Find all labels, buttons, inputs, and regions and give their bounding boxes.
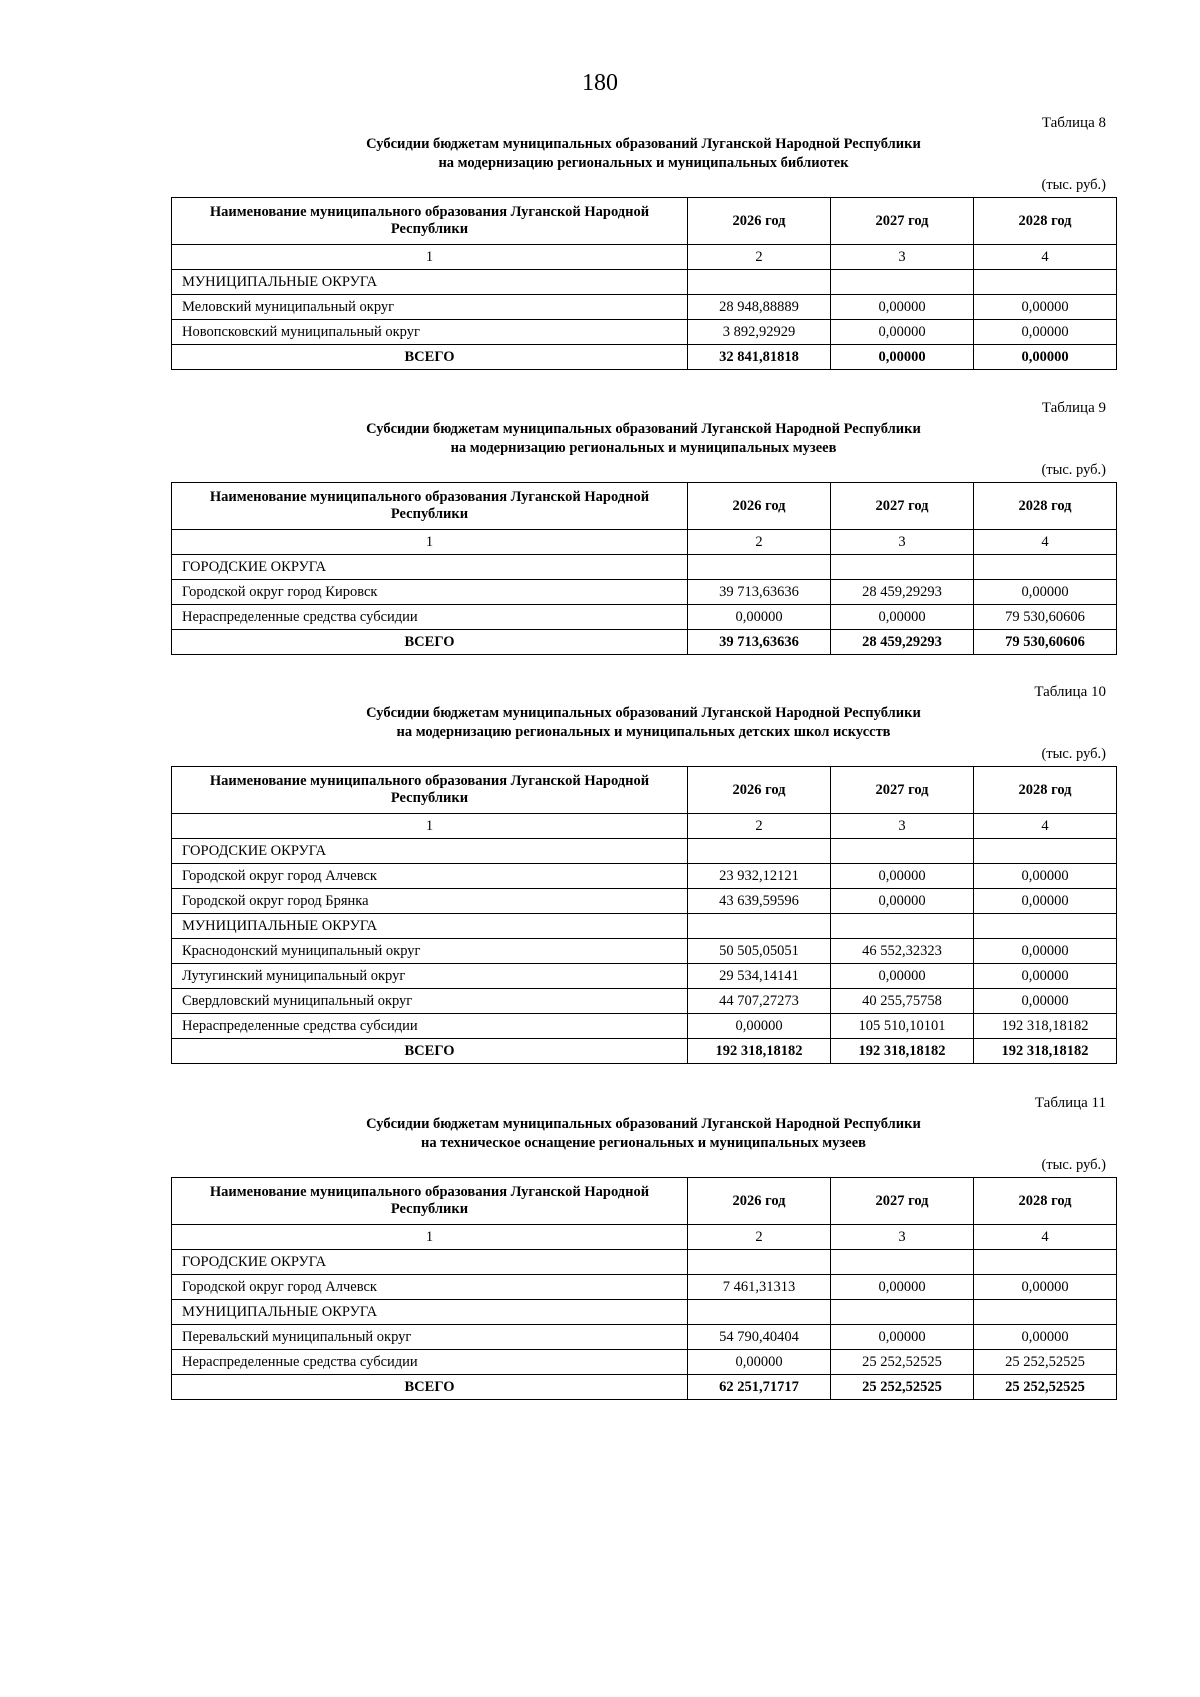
municipality-name-cell: Свердловский муниципальный округ bbox=[172, 989, 688, 1014]
table-block bbox=[171, 397, 1116, 655]
amount-cell: 29 534,14141 bbox=[688, 964, 831, 989]
municipality-name-cell: Городской округ город Алчевск bbox=[172, 864, 688, 889]
empty-cell bbox=[688, 839, 831, 864]
table-title-line: Субсидии бюджетам муниципальных образований Луганской Народной Республики bbox=[366, 136, 921, 152]
total-label-cell: ВСЕГО bbox=[172, 1375, 688, 1400]
amount-cell: 28 948,88889 bbox=[688, 295, 831, 320]
table-title-line: на модернизацию региональных и муниципальных библиотек bbox=[438, 155, 849, 171]
header-year-cell: 2026 год bbox=[688, 198, 831, 245]
column-index-cell: 1 bbox=[172, 530, 688, 555]
header-year-cell: 2028 год bbox=[974, 483, 1117, 530]
empty-cell bbox=[688, 1250, 831, 1275]
empty-cell bbox=[688, 914, 831, 939]
amount-cell: 23 932,12121 bbox=[688, 864, 831, 889]
column-index-cell: 4 bbox=[974, 530, 1117, 555]
empty-cell bbox=[831, 839, 974, 864]
section-row bbox=[172, 1300, 1117, 1325]
municipality-name-cell: Меловский муниципальный округ bbox=[172, 295, 688, 320]
unit-label: (тыс. руб.) bbox=[1041, 746, 1106, 762]
amount-cell: 39 713,63636 bbox=[688, 580, 831, 605]
amount-cell: 28 459,29293 bbox=[831, 580, 974, 605]
table-title-line: на модернизацию региональных и муниципальных детских школ искусств bbox=[396, 724, 891, 740]
section-name-cell: МУНИЦИПАЛЬНЫЕ ОКРУГА bbox=[172, 1300, 688, 1325]
table-title bbox=[171, 420, 1116, 458]
table-title-line: Субсидии бюджетам муниципальных образований Луганской Народной Республики bbox=[366, 421, 921, 437]
total-label-cell: ВСЕГО bbox=[172, 345, 688, 370]
table-title-line: Субсидии бюджетам муниципальных образований Луганской Народной Республики bbox=[366, 1116, 921, 1132]
subsidy-table bbox=[171, 1177, 1117, 1400]
amount-cell: 0,00000 bbox=[974, 1325, 1117, 1350]
empty-cell bbox=[974, 1250, 1117, 1275]
empty-cell bbox=[688, 555, 831, 580]
amount-cell: 0,00000 bbox=[974, 295, 1117, 320]
section-row bbox=[172, 555, 1117, 580]
table-number: Таблица 10 bbox=[1034, 684, 1106, 700]
table-number: Таблица 11 bbox=[1034, 1095, 1106, 1111]
column-index-row bbox=[172, 245, 1117, 270]
amount-cell: 0,00000 bbox=[974, 964, 1117, 989]
amount-cell: 105 510,10101 bbox=[831, 1014, 974, 1039]
table-block bbox=[171, 112, 1116, 370]
total-label-cell: ВСЕГО bbox=[172, 1039, 688, 1064]
empty-cell bbox=[974, 555, 1117, 580]
empty-cell bbox=[688, 270, 831, 295]
table-row bbox=[172, 1325, 1117, 1350]
amount-cell: 0,00000 bbox=[831, 345, 974, 370]
amount-cell: 25 252,52525 bbox=[974, 1350, 1117, 1375]
unit-label: (тыс. руб.) bbox=[1041, 462, 1106, 478]
amount-cell: 192 318,18182 bbox=[974, 1039, 1117, 1064]
table-title bbox=[171, 1115, 1116, 1153]
amount-cell: 0,00000 bbox=[688, 1014, 831, 1039]
municipality-name-cell: Городской округ город Алчевск bbox=[172, 1275, 688, 1300]
header-year-cell: 2027 год bbox=[831, 767, 974, 814]
page-number: 180 bbox=[582, 70, 618, 96]
amount-cell: 25 252,52525 bbox=[974, 1375, 1117, 1400]
section-name-cell: ГОРОДСКИЕ ОКРУГА bbox=[172, 1250, 688, 1275]
amount-cell: 0,00000 bbox=[831, 295, 974, 320]
column-index-cell: 4 bbox=[974, 1225, 1117, 1250]
column-index-cell: 2 bbox=[688, 1225, 831, 1250]
amount-cell: 50 505,05051 bbox=[688, 939, 831, 964]
header-row bbox=[172, 767, 1117, 814]
section-row bbox=[172, 1250, 1117, 1275]
amount-cell: 192 318,18182 bbox=[974, 1014, 1117, 1039]
subsidy-table bbox=[171, 766, 1117, 1064]
amount-cell: 28 459,29293 bbox=[831, 630, 974, 655]
total-row bbox=[172, 345, 1117, 370]
municipality-name-cell: Перевальский муниципальный округ bbox=[172, 1325, 688, 1350]
column-index-cell: 4 bbox=[974, 245, 1117, 270]
header-year-cell: 2028 год bbox=[974, 1178, 1117, 1225]
amount-cell: 0,00000 bbox=[831, 864, 974, 889]
table-row bbox=[172, 1014, 1117, 1039]
header-row bbox=[172, 1178, 1117, 1225]
table-row bbox=[172, 964, 1117, 989]
table-number: Таблица 9 bbox=[1041, 400, 1106, 416]
header-row bbox=[172, 198, 1117, 245]
empty-cell bbox=[974, 914, 1117, 939]
column-index-cell: 1 bbox=[172, 1225, 688, 1250]
header-year-cell: 2027 год bbox=[831, 1178, 974, 1225]
amount-cell: 0,00000 bbox=[831, 1275, 974, 1300]
amount-cell: 43 639,59596 bbox=[688, 889, 831, 914]
header-year-cell: 2028 год bbox=[974, 198, 1117, 245]
amount-cell: 0,00000 bbox=[831, 889, 974, 914]
table-row bbox=[172, 580, 1117, 605]
column-index-cell: 2 bbox=[688, 245, 831, 270]
amount-cell: 0,00000 bbox=[974, 1275, 1117, 1300]
table-row bbox=[172, 939, 1117, 964]
column-index-cell: 3 bbox=[831, 1225, 974, 1250]
amount-cell: 0,00000 bbox=[974, 345, 1117, 370]
column-index-row bbox=[172, 1225, 1117, 1250]
header-name-cell: Наименование муниципального образования Луганской Народной Республики bbox=[172, 198, 688, 245]
subsidy-table bbox=[171, 197, 1117, 370]
table-block bbox=[171, 1092, 1116, 1400]
amount-cell: 0,00000 bbox=[974, 320, 1117, 345]
amount-cell: 7 461,31313 bbox=[688, 1275, 831, 1300]
municipality-name-cell: Городской округ город Кировск bbox=[172, 580, 688, 605]
municipality-name-cell: Нераспределенные средства субсидии bbox=[172, 605, 688, 630]
municipality-name-cell: Нераспределенные средства субсидии bbox=[172, 1014, 688, 1039]
amount-cell: 40 255,75758 bbox=[831, 989, 974, 1014]
amount-cell: 0,00000 bbox=[831, 1325, 974, 1350]
column-index-cell: 3 bbox=[831, 530, 974, 555]
header-year-cell: 2027 год bbox=[831, 483, 974, 530]
column-index-cell: 4 bbox=[974, 814, 1117, 839]
table-row bbox=[172, 864, 1117, 889]
amount-cell: 0,00000 bbox=[974, 864, 1117, 889]
amount-cell: 62 251,71717 bbox=[688, 1375, 831, 1400]
amount-cell: 0,00000 bbox=[831, 964, 974, 989]
amount-cell: 79 530,60606 bbox=[974, 630, 1117, 655]
column-index-row bbox=[172, 530, 1117, 555]
column-index-row bbox=[172, 814, 1117, 839]
table-row bbox=[172, 989, 1117, 1014]
amount-cell: 3 892,92929 bbox=[688, 320, 831, 345]
header-row bbox=[172, 483, 1117, 530]
amount-cell: 0,00000 bbox=[974, 989, 1117, 1014]
municipality-name-cell: Лутугинский муниципальный округ bbox=[172, 964, 688, 989]
header-year-cell: 2028 год bbox=[974, 767, 1117, 814]
header-year-cell: 2026 год bbox=[688, 483, 831, 530]
section-name-cell: ГОРОДСКИЕ ОКРУГА bbox=[172, 839, 688, 864]
empty-cell bbox=[831, 1250, 974, 1275]
table-title-line: на модернизацию региональных и муниципальных музеев bbox=[450, 440, 837, 456]
table-row bbox=[172, 295, 1117, 320]
amount-cell: 192 318,18182 bbox=[688, 1039, 831, 1064]
amount-cell: 0,00000 bbox=[831, 320, 974, 345]
unit-label: (тыс. руб.) bbox=[1041, 1157, 1106, 1173]
amount-cell: 54 790,40404 bbox=[688, 1325, 831, 1350]
empty-cell bbox=[831, 1300, 974, 1325]
column-index-cell: 1 bbox=[172, 814, 688, 839]
empty-cell bbox=[831, 555, 974, 580]
amount-cell: 32 841,81818 bbox=[688, 345, 831, 370]
total-row bbox=[172, 630, 1117, 655]
amount-cell: 25 252,52525 bbox=[831, 1350, 974, 1375]
total-row bbox=[172, 1039, 1117, 1064]
empty-cell bbox=[974, 839, 1117, 864]
subsidy-table bbox=[171, 482, 1117, 655]
empty-cell bbox=[974, 270, 1117, 295]
amount-cell: 25 252,52525 bbox=[831, 1375, 974, 1400]
section-row bbox=[172, 839, 1117, 864]
table-title bbox=[171, 704, 1116, 742]
section-name-cell: МУНИЦИПАЛЬНЫЕ ОКРУГА bbox=[172, 914, 688, 939]
section-row bbox=[172, 914, 1117, 939]
municipality-name-cell: Новопсковский муниципальный округ bbox=[172, 320, 688, 345]
table-number: Таблица 8 bbox=[1041, 115, 1106, 131]
amount-cell: 39 713,63636 bbox=[688, 630, 831, 655]
empty-cell bbox=[688, 1300, 831, 1325]
empty-cell bbox=[974, 1300, 1117, 1325]
section-name-cell: ГОРОДСКИЕ ОКРУГА bbox=[172, 555, 688, 580]
header-name-cell: Наименование муниципального образования Луганской Народной Республики bbox=[172, 483, 688, 530]
table-row bbox=[172, 605, 1117, 630]
table-title-line: на техническое оснащение региональных и муниципальных музеев bbox=[421, 1135, 866, 1151]
column-index-cell: 2 bbox=[688, 530, 831, 555]
table-row bbox=[172, 889, 1117, 914]
section-row bbox=[172, 270, 1117, 295]
header-year-cell: 2027 год bbox=[831, 198, 974, 245]
table-title-line: Субсидии бюджетам муниципальных образований Луганской Народной Республики bbox=[366, 705, 921, 721]
amount-cell: 46 552,32323 bbox=[831, 939, 974, 964]
column-index-cell: 3 bbox=[831, 814, 974, 839]
total-row bbox=[172, 1375, 1117, 1400]
amount-cell: 0,00000 bbox=[688, 1350, 831, 1375]
municipality-name-cell: Городской округ город Брянка bbox=[172, 889, 688, 914]
empty-cell bbox=[831, 270, 974, 295]
amount-cell: 0,00000 bbox=[974, 939, 1117, 964]
amount-cell: 0,00000 bbox=[974, 580, 1117, 605]
amount-cell: 44 707,27273 bbox=[688, 989, 831, 1014]
empty-cell bbox=[831, 914, 974, 939]
table-title bbox=[171, 135, 1116, 173]
amount-cell: 0,00000 bbox=[688, 605, 831, 630]
header-name-cell: Наименование муниципального образования Луганской Народной Республики bbox=[172, 767, 688, 814]
municipality-name-cell: Нераспределенные средства субсидии bbox=[172, 1350, 688, 1375]
section-name-cell: МУНИЦИПАЛЬНЫЕ ОКРУГА bbox=[172, 270, 688, 295]
amount-cell: 0,00000 bbox=[831, 605, 974, 630]
table-row bbox=[172, 1350, 1117, 1375]
municipality-name-cell: Краснодонский муниципальный округ bbox=[172, 939, 688, 964]
column-index-cell: 2 bbox=[688, 814, 831, 839]
table-block bbox=[171, 681, 1116, 1064]
table-row bbox=[172, 1275, 1117, 1300]
header-name-cell: Наименование муниципального образования Луганской Народной Республики bbox=[172, 1178, 688, 1225]
header-year-cell: 2026 год bbox=[688, 767, 831, 814]
unit-label: (тыс. руб.) bbox=[1041, 177, 1106, 193]
header-year-cell: 2026 год bbox=[688, 1178, 831, 1225]
amount-cell: 192 318,18182 bbox=[831, 1039, 974, 1064]
column-index-cell: 1 bbox=[172, 245, 688, 270]
column-index-cell: 3 bbox=[831, 245, 974, 270]
total-label-cell: ВСЕГО bbox=[172, 630, 688, 655]
amount-cell: 79 530,60606 bbox=[974, 605, 1117, 630]
amount-cell: 0,00000 bbox=[974, 889, 1117, 914]
table-row bbox=[172, 320, 1117, 345]
